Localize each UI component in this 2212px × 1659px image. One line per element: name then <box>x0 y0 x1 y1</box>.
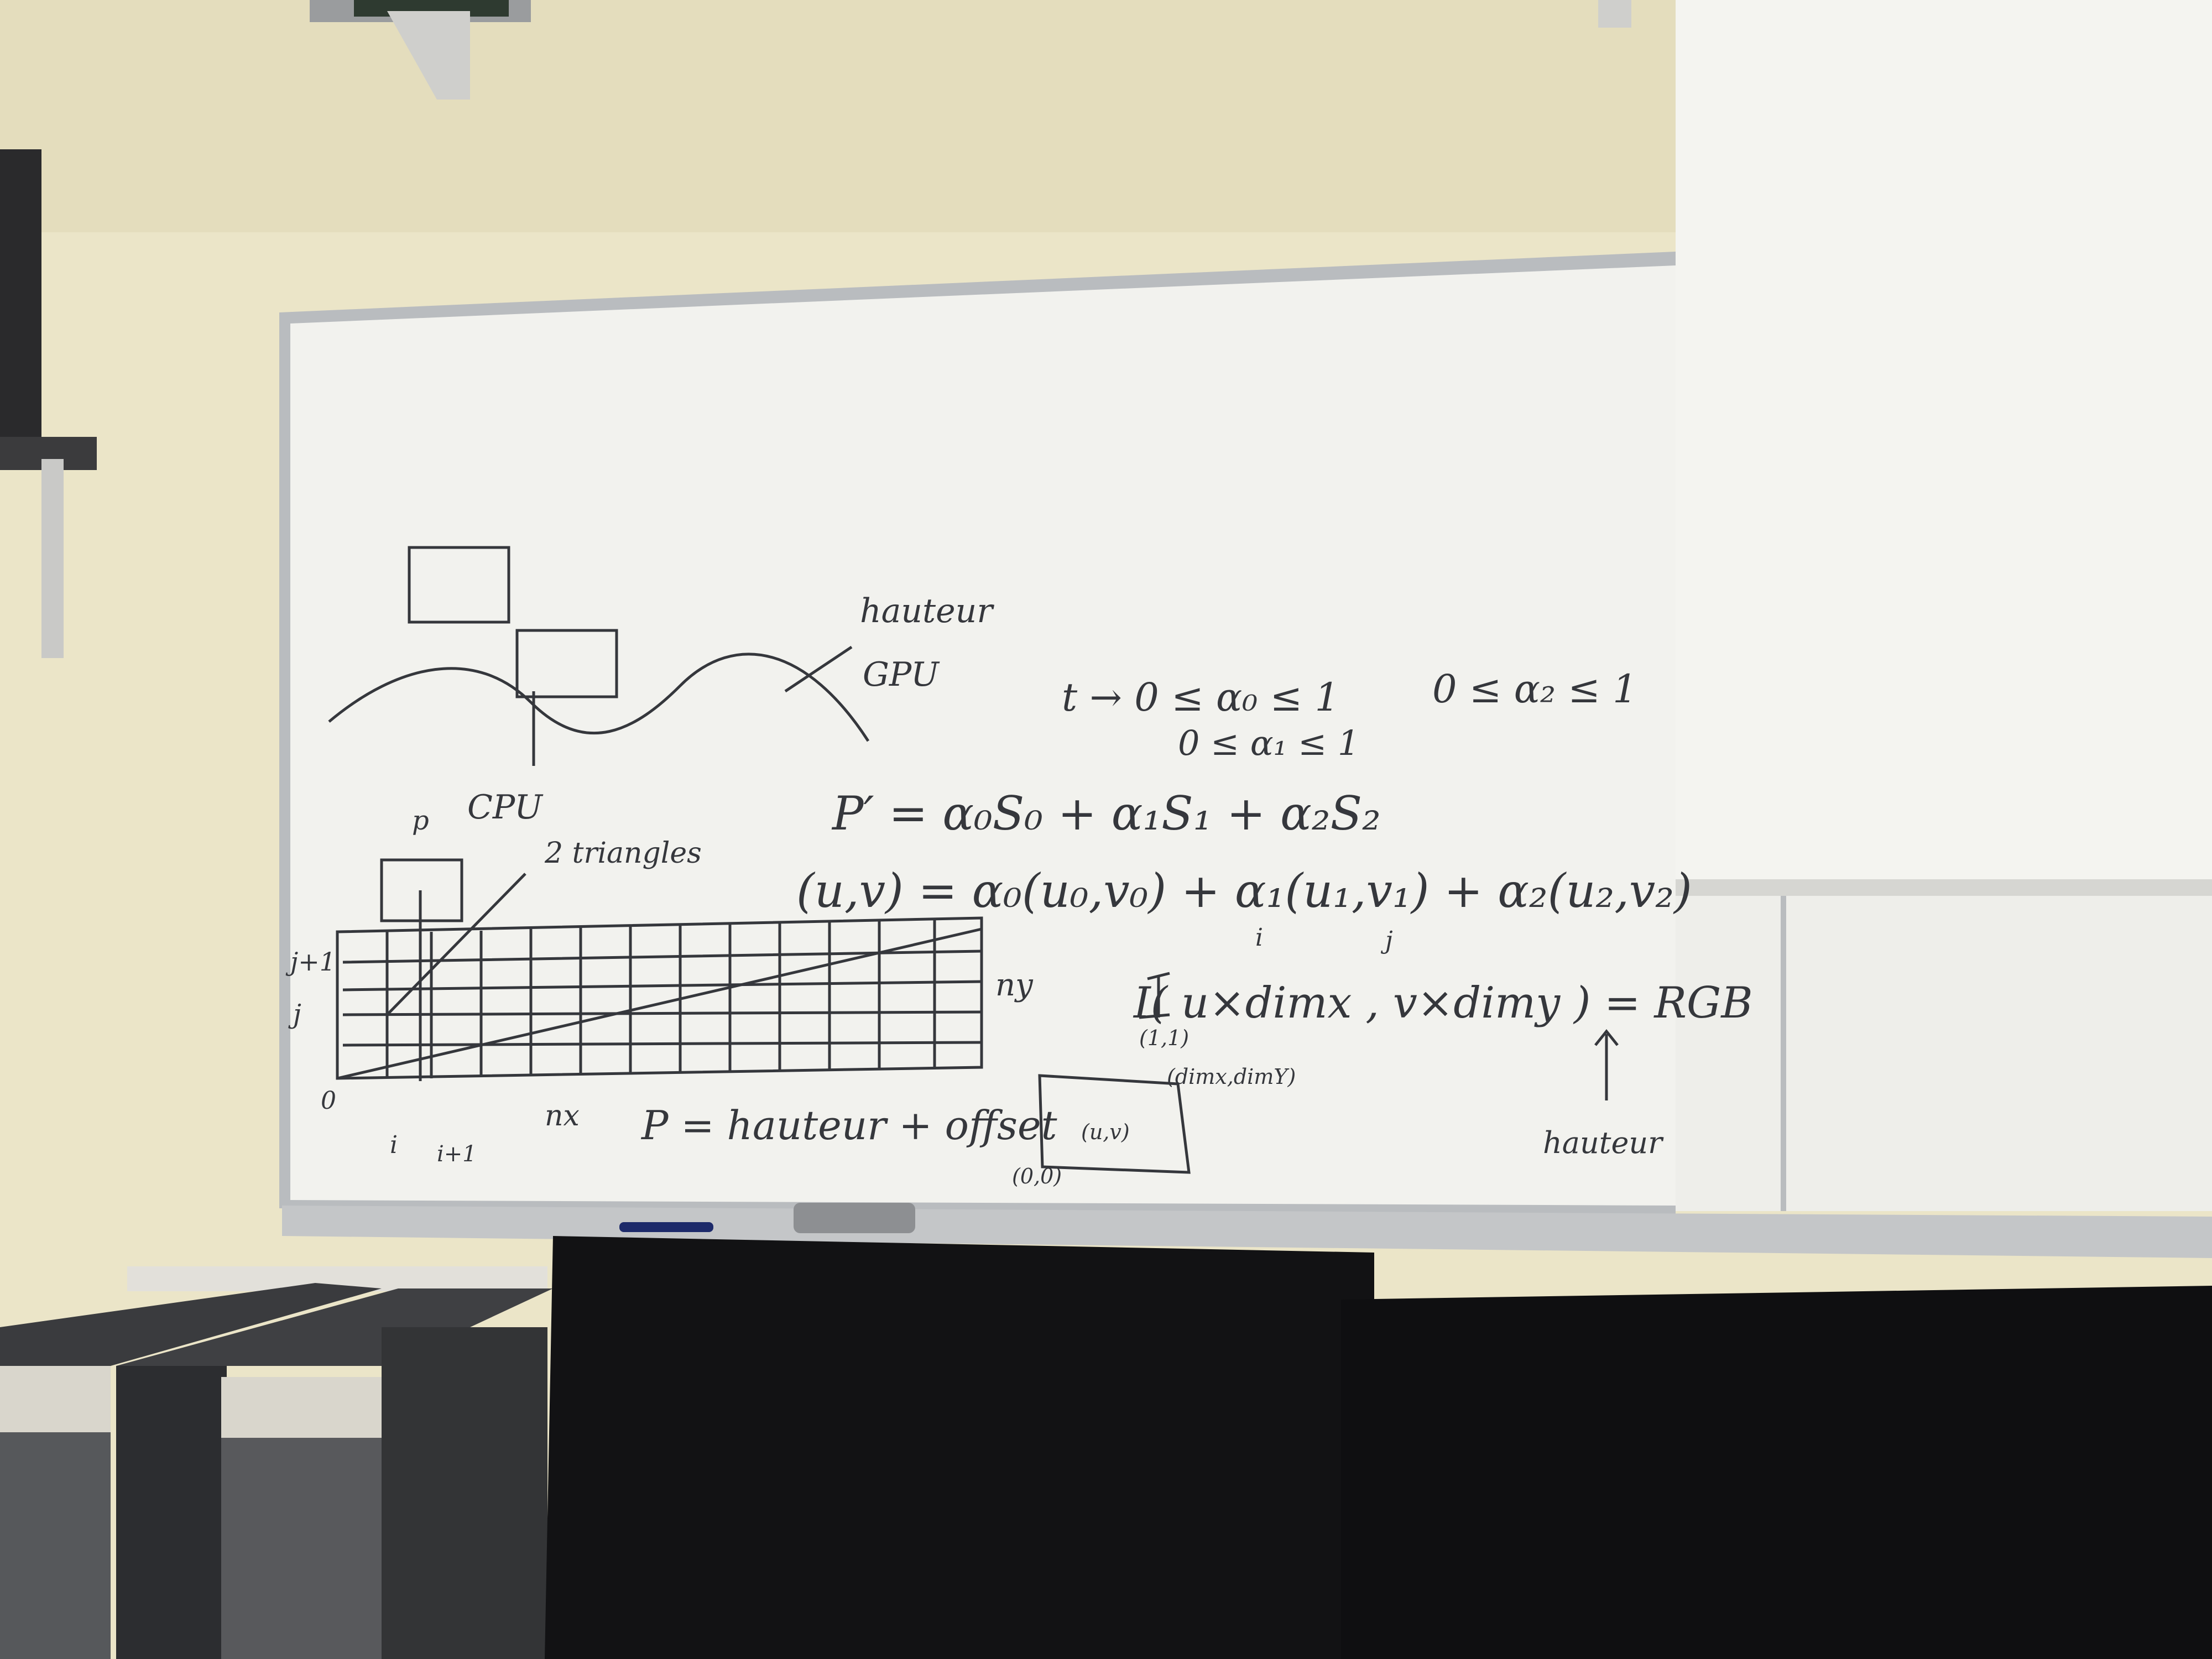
label-cpu: CPU <box>467 788 542 827</box>
label-p-small: p <box>412 805 429 836</box>
label-j-plus-1: j+1 <box>290 947 336 977</box>
texture-corner-origin: (0,0) <box>1012 1164 1062 1188</box>
label-hauteur-top: hauteur <box>860 592 993 630</box>
alpha-line-1: t → 0 ≤ α₀ ≤ 1 <box>1062 675 1339 720</box>
equation-p-prime: P′ = α₀S₀ + α₁S₁ + α₂S₂ <box>832 786 1381 841</box>
formula-p-offset: P = hauteur + offset <box>641 1102 1057 1149</box>
alpha-line-3: 0 ≤ α₂ ≤ 1 <box>1432 666 1637 712</box>
tower-middle-body <box>382 1327 547 1659</box>
marker <box>619 1222 713 1232</box>
label-2-triangles: 2 triangles <box>545 837 702 870</box>
label-j: j <box>293 999 301 1030</box>
speaker-box <box>0 149 41 437</box>
tower-middle-grille <box>221 1438 387 1659</box>
monitor-right <box>1341 1286 2212 1659</box>
monitor-left <box>545 1236 1374 1659</box>
shelf-bracket-left <box>41 459 64 658</box>
index-i: i <box>1255 924 1264 952</box>
texture-corner-dim: (dimx,dimY) <box>1167 1065 1296 1089</box>
texture-center: (u,v) <box>1081 1120 1130 1144</box>
label-gpu: GPU <box>863 655 939 694</box>
board-eraser <box>794 1203 915 1233</box>
texture-corner-top: (1,1) <box>1139 1026 1190 1050</box>
equation-image-lookup: I( u×dimx , v×dimy ) = RGB <box>1134 978 1753 1028</box>
fixture-bracket-right <box>1598 0 1631 28</box>
projection-screen-bar <box>1653 879 2212 896</box>
label-nx: nx <box>545 1099 580 1133</box>
tower-middle-side <box>116 1366 227 1659</box>
whiteboard-extension <box>1676 896 2212 1211</box>
label-i: i <box>390 1131 398 1159</box>
label-ny: ny <box>995 967 1033 1003</box>
tower-left-grille <box>0 1432 111 1659</box>
alpha-line-2: 0 ≤ α₁ ≤ 1 <box>1178 723 1360 763</box>
label-hauteur-rgb: hauteur <box>1543 1125 1662 1160</box>
whiteboard-seam <box>1781 896 1786 1211</box>
equation-uv: (u,v) = α₀(u₀,v₀) + α₁(u₁,v₁) + α₂(u₂,v₂) <box>796 864 1692 918</box>
label-i-plus-1: i+1 <box>437 1141 477 1167</box>
index-j: j <box>1385 926 1393 954</box>
tower-left-front-band <box>0 1366 111 1432</box>
projection-screen <box>1676 0 2212 885</box>
label-zero: 0 <box>321 1087 336 1115</box>
tower-middle-front-band <box>221 1377 387 1438</box>
